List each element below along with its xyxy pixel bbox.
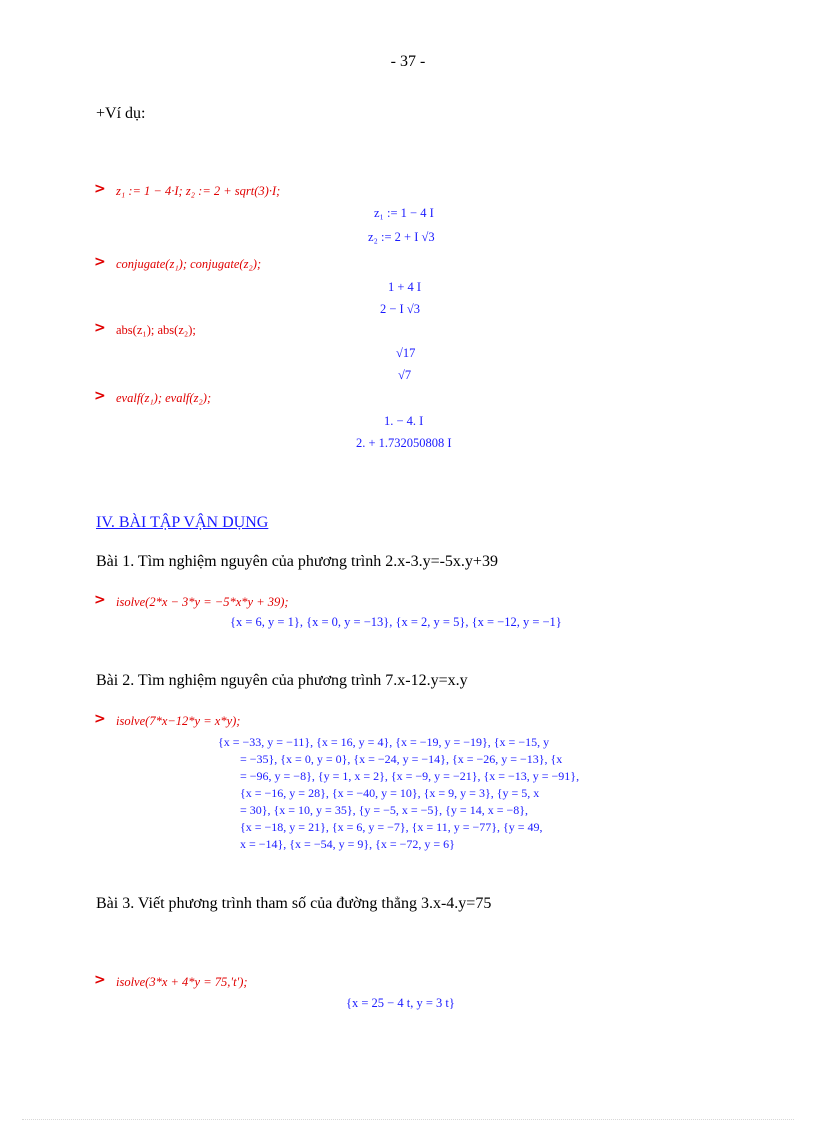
prompt-symbol: >: [94, 592, 106, 608]
maple-input[interactable]: isolve(7*x−12*y = x*y);: [116, 714, 241, 728]
maple-output: 2 − I √3: [380, 302, 420, 316]
prompt-symbol: >: [94, 320, 106, 336]
exercise-title: Bài 3. Viết phương trình tham số của đường thẳng 3.x-4.y=75: [96, 895, 492, 912]
exercise-title: Bài 1. Tìm nghiệm nguyên của phương trình 2.x-3.y=-5x.y+39: [96, 553, 498, 570]
prompt-symbol: >: [94, 972, 106, 988]
maple-output: 2. + 1.732050808 I: [356, 436, 452, 450]
maple-output: {x = 25 − 4 t, y = 3 t}: [346, 996, 455, 1010]
maple-output: z₁ := 1 − 4 I: [374, 206, 434, 220]
prompt-symbol: >: [94, 388, 106, 404]
maple-output-line: {x = −33, y = −11}, {x = 16, y = 4}, {x = −19, y = −19}, {x = −15, y: [218, 735, 550, 749]
footer-divider: [22, 1119, 794, 1120]
maple-output-line: = 30}, {x = 10, y = 35}, {y = −5, x = −5}, {y = 14, x = −8},: [240, 803, 528, 817]
maple-input[interactable]: evalf(z₁); evalf(z₂);: [116, 391, 212, 405]
exercise-title: Bài 2. Tìm nghiệm nguyên của phương trình 7.x-12.y=x.y: [96, 672, 468, 689]
page-number: - 37 -: [390, 53, 426, 70]
maple-input[interactable]: isolve(2*x − 3*y = −5*x*y + 39);: [116, 595, 289, 609]
maple-output-line: = −35}, {x = 0, y = 0}, {x = −24, y = −14}, {x = −26, y = −13}, {x: [240, 752, 563, 766]
maple-input[interactable]: conjugate(z₁); conjugate(z₂);: [116, 257, 262, 271]
maple-output-line: {x = −16, y = 28}, {x = −40, y = 10}, {x = 9, y = 3}, {y = 5, x: [240, 786, 540, 800]
maple-output-line: x = −14}, {x = −54, y = 9}, {x = −72, y = 6}: [240, 837, 455, 851]
maple-output: √7: [398, 368, 412, 382]
maple-output-line: = −96, y = −8}, {y = 1, x = 2}, {x = −9, y = −21}, {x = −13, y = −91},: [240, 769, 580, 783]
maple-input[interactable]: abs(z₁); abs(z₂);: [116, 323, 196, 337]
prompt-symbol: >: [94, 181, 106, 197]
maple-input[interactable]: z₁ := 1 − 4·I; z₂ := 2 + sqrt(3)·I;: [116, 184, 281, 198]
maple-output: {x = 6, y = 1}, {x = 0, y = −13}, {x = 2, y = 5}, {x = −12, y = −1}: [230, 615, 562, 629]
example-label: +Ví dụ:: [96, 105, 146, 122]
maple-output: √17: [396, 346, 416, 360]
prompt-symbol: >: [94, 711, 106, 727]
maple-output: 1. − 4. I: [384, 414, 424, 428]
maple-output-line: {x = −18, y = 21}, {x = 6, y = −7}, {x = 11, y = −77}, {y = 49,: [240, 820, 543, 834]
maple-output: z₂ := 2 + I √3: [368, 230, 435, 244]
maple-input[interactable]: isolve(3*x + 4*y = 75,'t');: [116, 975, 248, 989]
maple-output: 1 + 4 I: [388, 280, 422, 294]
prompt-symbol: >: [94, 254, 106, 270]
section-heading-link[interactable]: IV. BÀI TẬP VẬN DỤNG: [96, 514, 269, 531]
